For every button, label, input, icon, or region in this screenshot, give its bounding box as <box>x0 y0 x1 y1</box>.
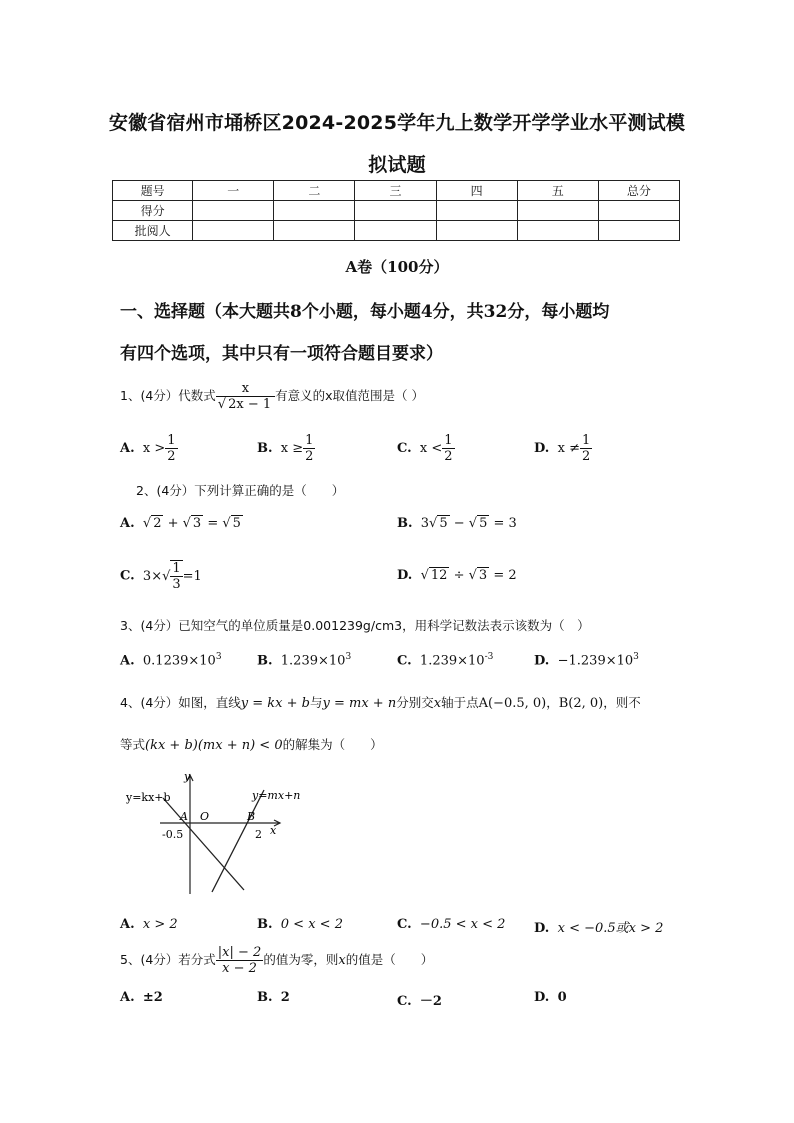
q2-option-c[interactable] <box>120 560 202 592</box>
option-base: −1.239×10 <box>557 653 634 669</box>
question-2: 2、(4分）下列计算正确的是（ ） <box>136 483 345 498</box>
option-label: D. <box>397 568 413 583</box>
q1-radicand: 2x − 1 <box>228 397 272 412</box>
q5-option-d[interactable] <box>534 990 567 1005</box>
option-label: D. <box>534 921 550 936</box>
option-label: A. <box>120 990 135 1005</box>
option-exp: 3 <box>345 652 352 662</box>
score-table-header-row <box>113 181 680 201</box>
q5-options <box>120 990 700 1010</box>
score-input-cell[interactable] <box>274 201 355 221</box>
option-base: 1.239×10 <box>419 653 485 669</box>
option-lhs: x ≠ <box>557 441 580 456</box>
option-label: C. <box>120 568 135 584</box>
section-heading-line1: 一、选择题（本大题共8个小题，每小题4分，共32分，每小题均 <box>120 302 610 322</box>
q1-fraction <box>216 381 275 412</box>
option-lhs: x ≥ <box>280 441 304 456</box>
option-text: －2 <box>419 994 442 1009</box>
q2-option-a[interactable] <box>120 516 243 531</box>
q3-option-c[interactable] <box>397 652 493 668</box>
table-cell: 题号 <box>113 181 193 201</box>
option-label: A. <box>120 441 135 456</box>
option-lhs: x > <box>142 441 166 456</box>
question-5 <box>120 945 433 976</box>
option-num: 1 <box>444 433 453 448</box>
option-label: C. <box>397 994 412 1009</box>
option-text: 0 < x < 2 <box>280 917 343 932</box>
q2-option-d[interactable] <box>397 568 517 583</box>
option-text: −0.5 < x < 2 <box>419 917 506 932</box>
option-fraction <box>442 433 454 464</box>
q5-prefix: 5、(4分）若分式 <box>120 952 216 967</box>
q4-text: ，则不 <box>603 695 641 710</box>
q5-option-a[interactable] <box>120 990 163 1005</box>
option-text: ±2 <box>142 990 163 1005</box>
q1-option-d[interactable] <box>534 433 592 464</box>
option-label: B. <box>397 516 413 531</box>
grader-input-cell[interactable] <box>193 221 274 241</box>
table-cell: 一 <box>193 181 274 201</box>
line-mx-n <box>212 790 264 892</box>
option-text: 2 <box>280 990 290 1005</box>
q5-suffix: 的值为零，则 <box>263 952 339 967</box>
table-cell: 二 <box>274 181 355 201</box>
q4-point-a: A(−0.5, 0) <box>478 696 547 711</box>
option-exp: -3 <box>484 652 494 662</box>
score-input-cell[interactable] <box>598 201 679 221</box>
q2-option-a-expr: √ 2 + √ 3 = √ 5 <box>142 516 241 531</box>
grader-input-cell[interactable] <box>436 221 517 241</box>
table-cell: 五 <box>517 181 598 201</box>
score-table-grader-row <box>113 221 680 241</box>
q4-inequality: (kx + b)(mx + n) < 0 <box>145 738 283 753</box>
option-label: A. <box>120 653 135 669</box>
option-label: A. <box>120 917 135 932</box>
score-input-cell[interactable] <box>355 201 436 221</box>
option-fraction <box>580 433 592 464</box>
q4-text: 的解集为（ ） <box>282 737 383 752</box>
q3-option-d[interactable] <box>534 652 639 668</box>
q1-prefix: 1、(4分）代数式 <box>120 388 216 403</box>
q4-text: 轴于点 <box>441 695 479 710</box>
q4-text: 4、(4分）如图，直线 <box>120 695 241 710</box>
option-den: 2 <box>444 449 453 464</box>
axis-y-label: y <box>184 770 191 783</box>
grader-input-cell[interactable] <box>598 221 679 241</box>
q5-fraction <box>216 945 264 976</box>
q4-option-b[interactable] <box>257 917 343 932</box>
volume-heading: A卷（100分） <box>345 258 449 276</box>
option-base: 1.239×10 <box>280 653 346 669</box>
question-1 <box>120 381 424 412</box>
option-num: 1 <box>167 433 176 448</box>
option-label: A. <box>120 516 135 531</box>
point-b-label: B <box>247 810 256 823</box>
option-label: B. <box>257 441 273 456</box>
q1-option-b[interactable] <box>257 433 315 464</box>
q2-option-b-expr: 3√ 5 − √ 5 = 3 <box>420 516 517 531</box>
grader-input-cell[interactable] <box>517 221 598 241</box>
tick-two: 2 <box>255 828 262 841</box>
axis-x-label: x <box>270 824 277 837</box>
q2-option-b[interactable] <box>397 516 517 531</box>
q1-suffix: 有意义的x取值范围是（ ） <box>275 388 424 403</box>
option-label: B. <box>257 653 273 669</box>
q4-eq1: y = kx + b <box>240 696 310 711</box>
score-input-cell[interactable] <box>436 201 517 221</box>
q5-option-b[interactable] <box>257 990 290 1005</box>
option-label: C. <box>397 441 412 456</box>
q4-var-x: x <box>433 696 442 711</box>
q2-option-d-expr: √ 12 ÷ √ 3 = 2 <box>420 568 517 583</box>
q3-option-a[interactable] <box>120 652 222 668</box>
q3-option-b[interactable] <box>257 652 351 668</box>
q1-numerator: x <box>216 381 275 397</box>
option-exp: 3 <box>215 652 222 662</box>
option-label: C. <box>397 917 412 932</box>
q5-suffix2: 的值是（ ） <box>345 952 434 967</box>
option-label: B. <box>257 917 273 932</box>
option-base: 0.1239×10 <box>142 653 216 669</box>
section-heading-line2: 有四个选项，其中只有一项符合题目要求） <box>120 344 443 364</box>
option-den: 2 <box>167 449 176 464</box>
question-4-line2 <box>120 735 383 753</box>
origin-label: O <box>200 810 210 823</box>
q1-option-c[interactable] <box>397 433 455 464</box>
q2-option-c-expr: 3×√ $\frac{1}{3}$ =1 <box>142 561 202 592</box>
option-fraction <box>165 433 177 464</box>
q4-point-b: B(2, 0) <box>558 696 604 711</box>
option-text: 0 <box>557 990 567 1005</box>
tick-neg-half: -0.5 <box>162 828 184 841</box>
page-title-line1: 安徽省宿州市埇桥区2024-2025学年九上数学开学学业水平测试模 <box>108 112 686 134</box>
option-text: x < −0.5或x > 2 <box>557 921 664 936</box>
q1-option-a[interactable] <box>120 433 178 464</box>
q5-option-c[interactable] <box>397 990 442 1009</box>
point-a-label: A <box>180 810 188 823</box>
q4-text: 等式 <box>120 737 146 752</box>
option-den: 2 <box>581 449 591 464</box>
q4-option-c[interactable] <box>397 917 505 932</box>
q3-options <box>120 652 700 672</box>
option-num: 1 <box>581 433 591 448</box>
q4-graph <box>120 768 301 896</box>
option-num: 1 <box>305 433 314 448</box>
table-cell: 三 <box>355 181 436 201</box>
option-exp: 3 <box>633 652 639 662</box>
q4-options <box>120 917 700 937</box>
q1-options <box>120 433 700 473</box>
question-3: 3、(4分）已知空气的单位质量是0.001239g/cm3，用科学记数法表示该数为（ ） <box>120 618 590 633</box>
table-cell: 总分 <box>598 181 679 201</box>
q4-option-a[interactable] <box>120 917 178 932</box>
label-y-mx-n: y=mx+n <box>252 789 301 802</box>
table-cell: 得分 <box>113 201 193 221</box>
score-input-cell[interactable] <box>193 201 274 221</box>
option-label: D. <box>534 990 550 1005</box>
q1-denominator: √ 2x − 1 <box>217 397 272 412</box>
grader-input-cell[interactable] <box>355 221 436 241</box>
table-cell: 四 <box>436 181 517 201</box>
q5-numerator: |x| − 2 <box>217 945 262 960</box>
option-text: x > 2 <box>142 917 178 932</box>
score-table-score-row <box>113 201 680 221</box>
option-fraction <box>303 433 315 464</box>
label-y-kx-b: y=kx+b <box>126 791 171 804</box>
page-title-line2: 拟试题 <box>368 154 426 176</box>
option-den: 2 <box>305 449 314 464</box>
score-input-cell[interactable] <box>517 201 598 221</box>
question-4-line1: 4、(4分）如图，直线y = kx + b与y = mx + n分别交x轴于点A(−0.5, 0)，B(2, 0)，则不 <box>120 695 641 711</box>
q5-denominator: x − 2 <box>222 961 257 976</box>
option-label: D. <box>534 441 550 456</box>
option-lhs: x < <box>419 441 443 456</box>
q4-option-d[interactable] <box>534 917 663 936</box>
option-label: B. <box>257 990 273 1005</box>
score-table <box>112 180 680 241</box>
table-cell: 批阅人 <box>113 221 193 241</box>
q4-eq2: y = mx + n <box>322 696 397 711</box>
q5-var: x <box>338 953 346 968</box>
q4-text: 分别交 <box>396 695 434 710</box>
option-label: C. <box>397 653 412 669</box>
option-label: D. <box>534 653 550 669</box>
q4-text: 与 <box>310 695 323 710</box>
grader-input-cell[interactable] <box>274 221 355 241</box>
